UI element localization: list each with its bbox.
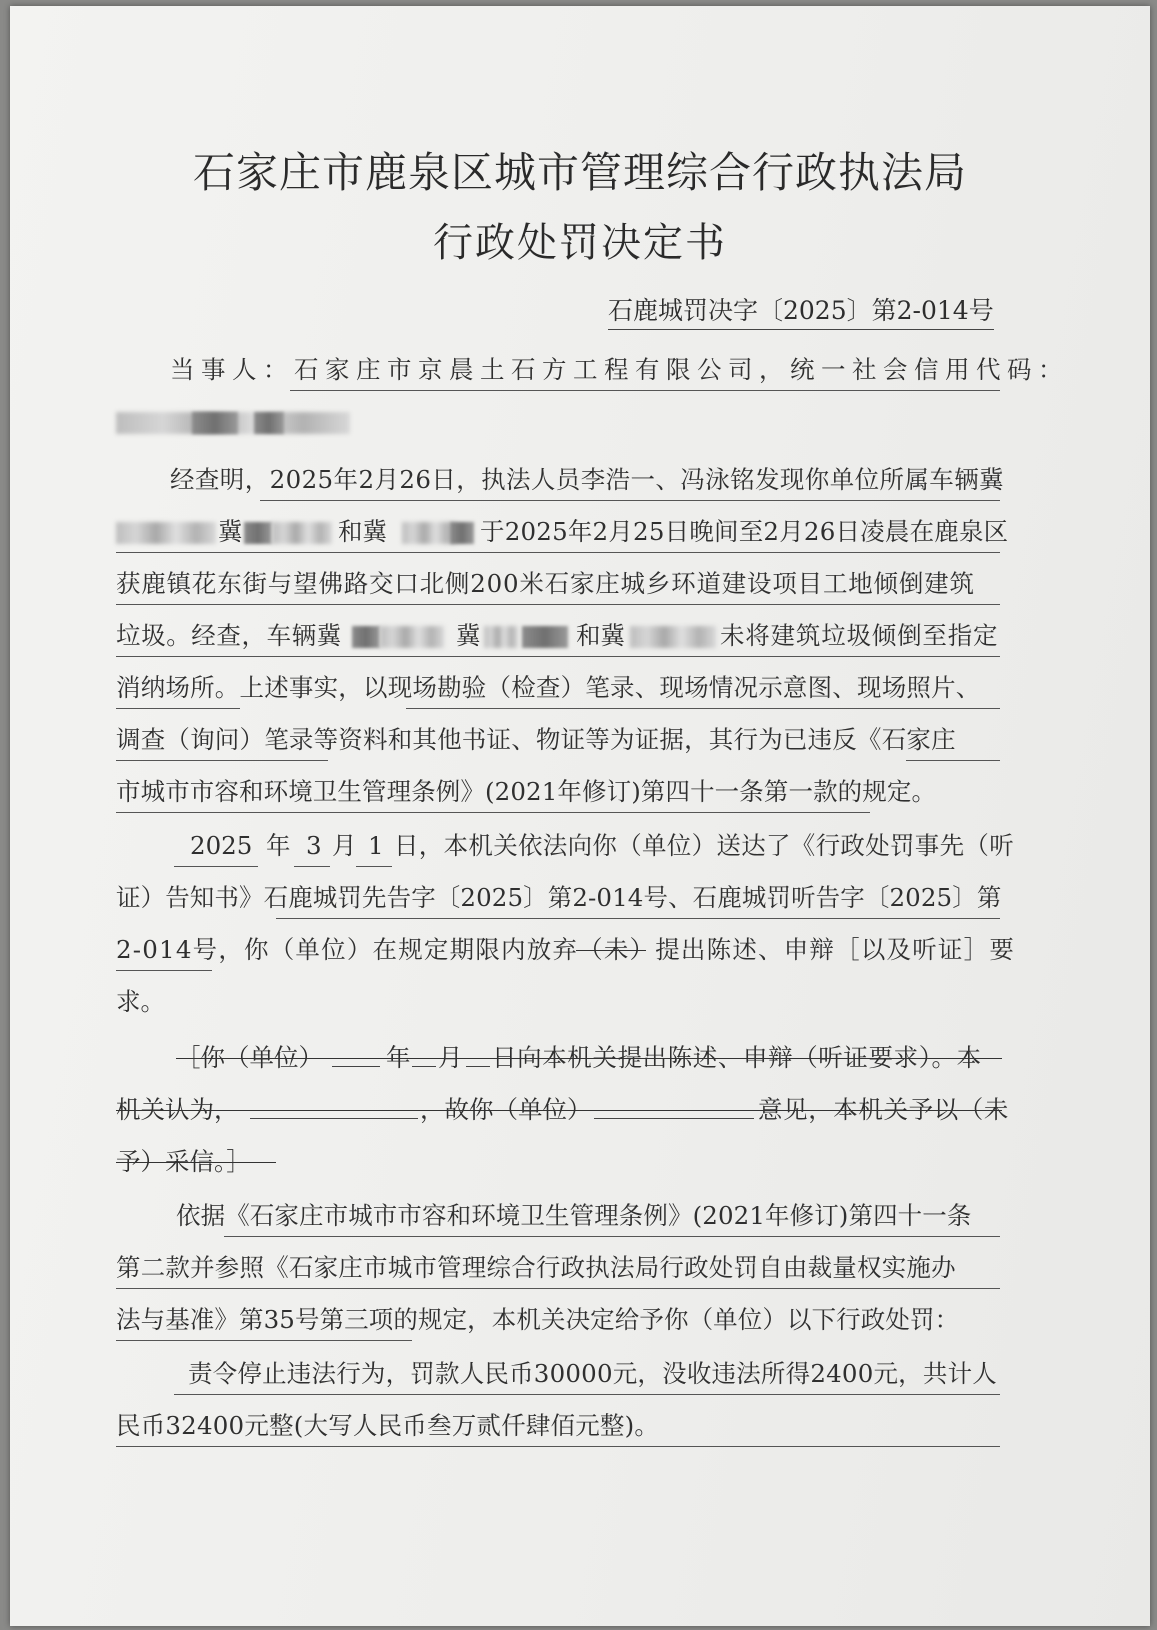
statement-month-label: 月 [438, 1043, 463, 1072]
statement-blank-month [412, 1066, 436, 1067]
findings-line-2: 于2025年2月25日晚间至2月26日凌晨在鹿泉区 [480, 517, 1009, 546]
basis-underline-1 [224, 1236, 1000, 1237]
basis-line-3: 法与基准》第35号第三项的规定，本机关决定给予你（单位）以下行政处罚： [116, 1305, 960, 1334]
notice-underline-year [174, 866, 258, 867]
findings-underline-7 [116, 812, 870, 813]
notice-year-label: 年 [266, 831, 291, 860]
statement-strike-2 [116, 1110, 1002, 1111]
statement-line-2a: 机关认为， [116, 1095, 239, 1124]
redacted-plate [244, 522, 272, 544]
findings-line-4d: 未将建筑垃圾倾倒至指定 [720, 621, 999, 650]
party-line: 当事人：石家庄市京晨土石方工程有限公司，统一社会信用代码： [170, 355, 1069, 384]
notice-strike-not [576, 950, 646, 951]
document-type-title: 行政处罚决定书 [433, 220, 727, 266]
findings-underline-5b [406, 708, 1000, 709]
redacted-plate [450, 522, 474, 544]
notice-day: 1 [368, 831, 384, 860]
party-underline [290, 390, 1000, 391]
statement-line-3: 予）采信。］ [116, 1147, 251, 1176]
statement-line-1d: 日向本机关提出陈述、申辩（听证要求）。本 [492, 1043, 982, 1072]
statement-strike-3 [116, 1162, 276, 1163]
findings-plate-3: 和冀 [338, 517, 387, 546]
findings-underline-3 [116, 604, 1000, 605]
redacted-plate [630, 626, 716, 648]
statement-line-1a: ［你（单位） [176, 1043, 323, 1072]
statement-year-label: 年 [386, 1043, 411, 1072]
findings-underline-6b [906, 760, 1000, 761]
notice-month: 3 [306, 831, 322, 860]
findings-underline-4 [116, 656, 1000, 657]
basis-line-2: 第二款并参照《石家庄市城市管理综合行政执法局行政处罚自由裁量权实施办 [116, 1253, 956, 1282]
redacted-plate [380, 626, 444, 648]
notice-month-label: 月 [332, 831, 357, 860]
findings-line-4c: 和冀 [576, 621, 625, 650]
redacted-plate [352, 626, 380, 648]
findings-line-5: 消纳场所。上述事实，以现场勘验（检查）笔录、现场情况示意图、现场照片、 [116, 673, 981, 702]
findings-underline-2 [116, 552, 1000, 553]
document-page [10, 6, 1150, 1626]
redacted-plate [272, 522, 332, 544]
statement-blank-day [466, 1066, 490, 1067]
findings-underline-5a [116, 708, 240, 709]
basis-underline-3 [116, 1340, 412, 1341]
redacted-plate [522, 626, 568, 648]
redacted-block [254, 412, 284, 434]
findings-plate-2: 冀 [218, 517, 243, 546]
redacted-plate [116, 522, 216, 544]
statement-line-2c: 意见，本机关予以（未 [758, 1095, 1009, 1124]
penalty-line-2: 民币32400元整(大写人民币叁万贰仟肆佰元整)。 [116, 1411, 660, 1440]
findings-line-3: 获鹿镇花东街与望佛路交口北侧200米石家庄城乡环道建设项目工地倾倒建筑 [116, 569, 975, 598]
notice-underline-3 [116, 970, 212, 971]
basis-line-1: 依据《石家庄市城市市容和环境卫生管理条例》(2021年修订)第四十一条 [176, 1201, 972, 1230]
document-number: 石鹿城罚决字〔2025〕第2-014号 [608, 291, 994, 330]
statement-blank-view [594, 1118, 754, 1119]
notice-line-2: 证）告知书》石鹿城罚先告字〔2025〕第2-014号、石鹿城罚听告字〔2025〕第 [116, 883, 1002, 912]
notice-underline-day [356, 866, 392, 867]
statement-strike-1 [176, 1058, 1002, 1059]
findings-underline-6a [116, 760, 328, 761]
notice-line-1: 日，本机关依法向你（单位）送达了《行政处罚事先（听 [394, 831, 1014, 860]
notice-line-4: 求。 [116, 987, 165, 1016]
statement-blank-year [332, 1066, 380, 1067]
notice-line-3: 2-014号，你（单位）在规定期限内放弃（未）提出陈述、申辩［以及听证］要 [116, 935, 1016, 964]
statement-line-2b: ，故你（单位） [420, 1095, 592, 1124]
findings-line-6: 调查（询问）笔录等资料和其他书证、物证等为证据，其行为已违反《石家庄 [116, 725, 956, 754]
redacted-block [192, 412, 238, 434]
findings-line-4a: 垃圾。经查，车辆冀 [116, 621, 342, 650]
notice-year: 2025 [190, 831, 253, 860]
penalty-line-1: 责令停止违法行为，罚款人民币30000元，没收违法所得2400元，共计人 [188, 1359, 997, 1388]
penalty-underline-2 [116, 1446, 1000, 1447]
notice-underline-2 [276, 918, 1000, 919]
findings-line-1: 经查明，2025年2月26日，执法人员李浩一、冯泳铭发现你单位所属车辆冀 [170, 465, 1005, 494]
statement-blank-opinion [250, 1118, 418, 1119]
basis-underline-2 [116, 1288, 1000, 1289]
findings-underline-1 [260, 500, 1000, 501]
findings-line-4b: 冀 [456, 621, 481, 650]
agency-title: 石家庄市鹿泉区城市管理综合行政执法局 [192, 148, 967, 197]
penalty-underline-1 [174, 1394, 1000, 1395]
notice-underline-month [294, 866, 330, 867]
findings-line-7: 市城市市容和环境卫生管理条例》(2021年修订)第四十一条第一款的规定。 [116, 777, 937, 806]
redacted-plate [484, 626, 518, 648]
